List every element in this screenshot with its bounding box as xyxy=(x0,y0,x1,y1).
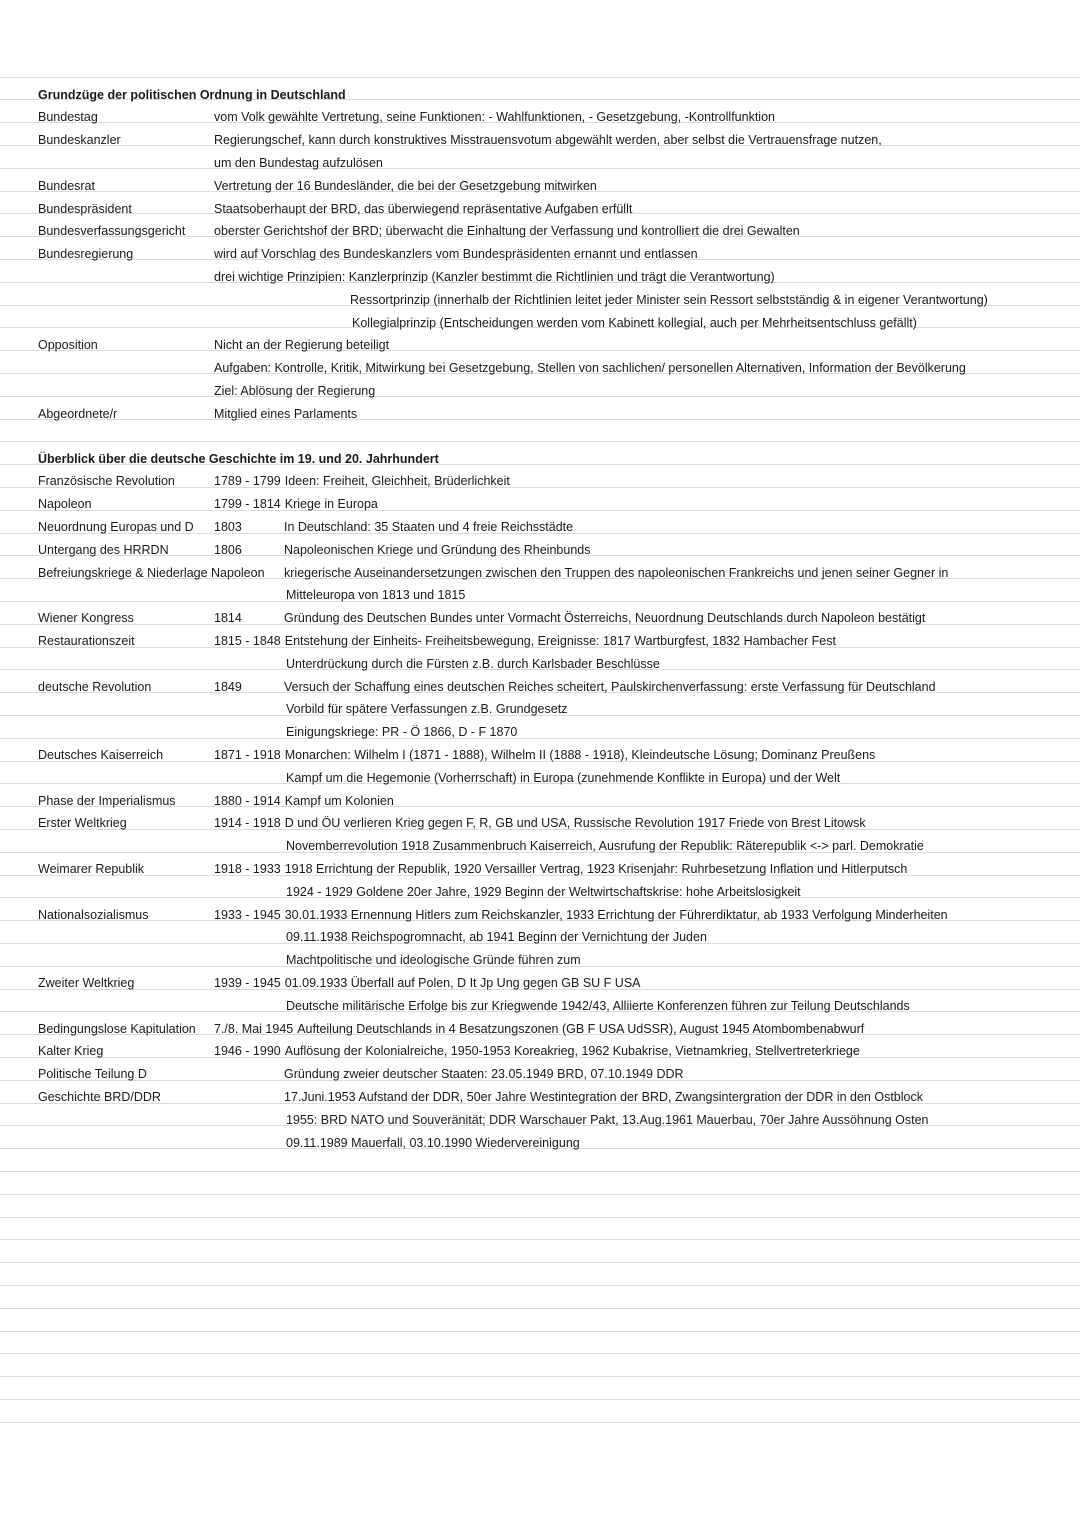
ruled-line xyxy=(0,1285,1080,1286)
definition-row xyxy=(0,220,1080,242)
timeline-row xyxy=(0,698,1080,720)
definition-text: oberster Gerichtshof der BRD; überwacht die Einhaltung der Verfassung und kontrolliert die drei Gewalten xyxy=(214,224,800,239)
definition-text: Nicht an der Regierung beteiligt xyxy=(214,338,390,353)
ruled-line xyxy=(0,1422,1080,1423)
event-text: 1918 Errichtung der Republik, 1920 Versailler Vertrag, 1923 Krisenjahr: Ruhrbesetzung Inflation und Hitlerputsch xyxy=(284,861,908,876)
ruled-line xyxy=(0,1331,1080,1332)
date-label: 1933 - 1945 xyxy=(214,907,281,922)
definition-row xyxy=(0,243,1080,265)
ruled-line xyxy=(0,1308,1080,1309)
event-text: Napoleonischen Kriege und Gründung des Rheinbunds xyxy=(284,542,591,557)
era-label: Wiener Kongress xyxy=(38,611,134,626)
timeline-row xyxy=(0,949,1080,971)
timeline-row xyxy=(0,1132,1080,1154)
timeline-row xyxy=(0,767,1080,789)
date-label: 1880 - 1914 xyxy=(214,793,281,808)
date-label: 7./8. Mai 1945 xyxy=(214,1021,294,1036)
timeline-row xyxy=(0,1018,1080,1040)
era-label: Erster Weltkrieg xyxy=(38,816,127,831)
event-text: Versuch der Schaffung eines deutschen Reiches scheitert, Paulskirchenverfassung: erste Verfassung für Deutschland xyxy=(284,679,936,694)
timeline-row xyxy=(0,470,1080,492)
event-text: 1924 - 1929 Goldene 20er Jahre, 1929 Beginn der Weltwirtschaftskrise: hohe Arbeitslosigkeit xyxy=(286,884,801,899)
era-label: Weimarer Republik xyxy=(38,861,145,876)
term-label: Bundeskanzler xyxy=(38,133,121,148)
era-label: Neuordnung Europas und D xyxy=(38,519,194,534)
principle-text: Ressortprinzip (innerhalb der Richtlinien leitet jeder Minister sein Ressort selbstständig & in eigener Verantwortung) xyxy=(350,292,988,307)
definition-row xyxy=(0,106,1080,128)
ruled-line xyxy=(0,1194,1080,1195)
timeline-row xyxy=(0,721,1080,743)
event-text: Kampf um die Hegemonie (Vorherrschaft) in Europa (zunehmende Konflikte in Europa) und der Welt xyxy=(286,770,841,785)
era-label: Befreiungskriege & Niederlage Napoleon xyxy=(38,565,265,580)
definition-row xyxy=(0,266,1080,288)
date-label: 1806 xyxy=(214,542,242,557)
timeline-row xyxy=(0,904,1080,926)
event-text: Mitteleuropa von 1813 und 1815 xyxy=(286,588,466,603)
timeline-row xyxy=(0,1063,1080,1085)
term-label: Abgeordnete/r xyxy=(38,406,118,421)
timeline-row xyxy=(0,835,1080,857)
definition-text: Mitglied eines Parlaments xyxy=(214,406,358,421)
event-text: 1955: BRD NATO und Souveränität; DDR Warschauer Pakt, 13.Aug.1961 Mauerbau, 70er Jahre Aussöhnung Osten xyxy=(286,1112,929,1127)
era-label: Politische Teilung D xyxy=(38,1067,147,1082)
event-text: Auflösung der Kolonialreiche, 1950-1953 Koreakrieg, 1962 Kubakrise, Vietnamkrieg, Stellvertreterkriege xyxy=(284,1044,860,1059)
date-label: 1918 - 1933 xyxy=(214,861,281,876)
ruled-line xyxy=(0,1239,1080,1240)
era-label: deutsche Revolution xyxy=(38,679,152,694)
definition-row xyxy=(0,129,1080,151)
date-label: 1814 xyxy=(214,611,242,626)
era-label: Deutsches Kaiserreich xyxy=(38,747,164,762)
date-label: 1914 - 1918 xyxy=(214,816,281,831)
definition-text: Aufgaben: Kontrolle, Kritik, Mitwirkung bei Gesetzgebung, Stellen von sachlichen/ personellen Alternativen, Information der Bevölkerung xyxy=(214,361,966,376)
event-text: Kriege in Europa xyxy=(284,497,378,512)
event-text: Unterdrückung durch die Fürsten z.B. durch Karlsbader Beschlüsse xyxy=(286,656,660,671)
timeline-row xyxy=(0,630,1080,652)
era-label: Napoleon xyxy=(38,497,92,512)
event-text: 09.11.1938 Reichspogromnacht, ab 1941 Beginn der Vernichtung der Juden xyxy=(286,930,707,945)
timeline-row xyxy=(0,607,1080,629)
ruled-line xyxy=(0,1217,1080,1218)
event-text: Monarchen: Wilhelm I (1871 - 1888), Wilhelm II (1888 - 1918), Kleindeutsche Lösung; Dominanz Preußens xyxy=(284,747,876,762)
term-label: Bundespräsident xyxy=(38,201,132,216)
event-text: Vorbild für spätere Verfassungen z.B. Grundgesetz xyxy=(286,702,568,717)
timeline-row xyxy=(0,584,1080,606)
event-text: Gründung zweier deutscher Staaten: 23.05.1949 BRD, 07.10.1949 DDR xyxy=(284,1067,684,1082)
definition-text: Ziel: Ablösung der Regierung xyxy=(214,383,376,398)
event-text: Einigungskriege: PR - Ö 1866, D - F 1870 xyxy=(286,725,518,740)
date-label: 1939 - 1945 xyxy=(214,975,281,990)
timeline-row xyxy=(0,1086,1080,1108)
definition-text: um den Bundestag aufzulösen xyxy=(214,155,383,170)
definition-row xyxy=(0,289,1080,311)
date-label: 1789 - 1799 xyxy=(214,474,281,489)
definition-row xyxy=(0,334,1080,356)
section-title: Grundzüge der politischen Ordnung in Deutschland xyxy=(38,87,346,102)
era-label: Geschichte BRD/DDR xyxy=(38,1089,161,1104)
principle-text: Kollegialprinzip (Entscheidungen werden vom Kabinett kollegial, auch per Mehrheitsentschluss gefällt) xyxy=(352,315,917,330)
timeline-row xyxy=(0,1040,1080,1062)
era-label: Bedingungslose Kapitulation xyxy=(38,1021,196,1036)
event-text: 09.11.1989 Mauerfall, 03.10.1990 Wiedervereinigung xyxy=(286,1135,580,1150)
timeline-row xyxy=(0,995,1080,1017)
event-text: Aufteilung Deutschlands in 4 Besatzungszonen (GB F USA UdSSR), August 1945 Atombombenabwurf xyxy=(297,1021,865,1036)
event-text: kriegerische Auseinandersetzungen zwischen den Truppen des napoleonischen Frankreichs und jenen seiner Gegner in xyxy=(284,565,949,580)
timeline-row xyxy=(0,744,1080,766)
definition-row xyxy=(0,175,1080,197)
ruled-line xyxy=(0,441,1080,442)
timeline-row xyxy=(0,812,1080,834)
timeline-row xyxy=(0,1109,1080,1131)
date-label: 1799 - 1814 xyxy=(214,497,281,512)
event-text: Kampf um Kolonien xyxy=(284,793,394,808)
timeline-row xyxy=(0,926,1080,948)
timeline-row xyxy=(0,516,1080,538)
timeline-row xyxy=(0,562,1080,584)
definition-text: Staatsoberhaupt der BRD, das überwiegend repräsentative Aufgaben erfüllt xyxy=(214,201,633,216)
event-text: Gründung des Deutschen Bundes unter Vormacht Österreichs, Neuordnung Deutschlands durch Napoleon bestätigt xyxy=(284,611,926,626)
era-label: Restaurationszeit xyxy=(38,633,135,648)
term-label: Bundestag xyxy=(38,110,98,125)
ruled-line xyxy=(0,1262,1080,1263)
term-label: Bundesregierung xyxy=(38,247,134,262)
definition-text: Vertretung der 16 Bundesländer, die bei der Gesetzgebung mitwirken xyxy=(214,178,597,193)
era-label: Zweiter Weltkrieg xyxy=(38,975,135,990)
date-label: 1849 xyxy=(214,679,242,694)
event-text: Novemberrevolution 1918 Zusammenbruch Kaiserreich, Ausrufung der Republik: Räterepublik <-> parl. Demokratie xyxy=(286,839,924,854)
date-label: 1803 xyxy=(214,519,242,534)
definition-text: drei wichtige Prinzipien: Kanzlerprinzip (Kanzler bestimmt die Richtlinien und trägt die Verantwortung) xyxy=(214,269,775,284)
event-text: 17.Juni.1953 Aufstand der DDR, 50er Jahre Westintegration der BRD, Zwangsintergration der DDR in den Ostblock xyxy=(284,1089,923,1104)
timeline-row xyxy=(0,972,1080,994)
definition-row xyxy=(0,403,1080,425)
definition-row xyxy=(0,198,1080,220)
era-label: Phase der Imperialismus xyxy=(38,793,176,808)
event-text: Entstehung der Einheits- Freiheitsbewegung, Ereignisse: 1817 Wartburgfest, 1832 Hambacher Fest xyxy=(284,633,836,648)
timeline-row xyxy=(0,539,1080,561)
ruled-line xyxy=(0,77,1080,78)
definition-text: wird auf Vorschlag des Bundeskanzlers vom Bundespräsidenten ernannt und entlassen xyxy=(214,247,698,262)
event-text: In Deutschland: 35 Staaten und 4 freie Reichsstädte xyxy=(284,519,574,534)
event-text: Machtpolitische und ideologische Gründe führen zum xyxy=(286,953,581,968)
timeline-row xyxy=(0,493,1080,515)
era-label: Nationalsozialismus xyxy=(38,907,149,922)
era-label: Kalter Krieg xyxy=(38,1044,104,1059)
ruled-line xyxy=(0,1376,1080,1377)
definition-row xyxy=(0,380,1080,402)
definition-text: vom Volk gewählte Vertretung, seine Funktionen: - Wahlfunktionen, - Gesetzgebung, -Kontrollfunktion xyxy=(214,110,775,125)
timeline-row xyxy=(0,676,1080,698)
section-heading-history xyxy=(0,448,1080,470)
era-label: Französische Revolution xyxy=(38,474,175,489)
definition-text: Regierungschef, kann durch konstruktives Misstrauensvotum abgewählt werden, aber selbst die Vertrauensfrage nutzen, xyxy=(214,133,882,148)
ruled-line xyxy=(0,1399,1080,1400)
ruled-line xyxy=(0,1171,1080,1172)
section-heading-politics xyxy=(0,84,1080,106)
definition-row xyxy=(0,357,1080,379)
date-label: 1815 - 1848 xyxy=(214,633,281,648)
event-text: Deutsche militärische Erfolge bis zur Kriegwende 1942/43, Alliierte Konferenzen führen zur Teilung Deutschlands xyxy=(286,998,910,1013)
definition-row xyxy=(0,312,1080,334)
event-text: 01.09.1933 Überfall auf Polen, D It Jp Ung gegen GB SU F USA xyxy=(284,975,641,990)
section-title: Überblick über die deutsche Geschichte im 19. und 20. Jahrhundert xyxy=(38,451,439,466)
ruled-line xyxy=(0,1353,1080,1354)
term-label: Bundesverfassungsgericht xyxy=(38,224,186,239)
definition-row xyxy=(0,152,1080,174)
event-text: D und ÖU verlieren Krieg gegen F, R, GB und USA, Russische Revolution 1917 Friede von Brest Litowsk xyxy=(284,816,866,831)
timeline-row xyxy=(0,881,1080,903)
event-text: Ideen: Freiheit, Gleichheit, Brüderlichkeit xyxy=(284,474,510,489)
era-label: Untergang des HRRDN xyxy=(38,542,169,557)
date-label: 1946 - 1990 xyxy=(214,1044,281,1059)
event-text: 30.01.1933 Ernennung Hitlers zum Reichskanzler, 1933 Errichtung der Führerdiktatur, ab 1933 Verfolgung Minderheiten xyxy=(284,907,948,922)
timeline-row xyxy=(0,653,1080,675)
timeline-row xyxy=(0,858,1080,880)
term-label: Bundesrat xyxy=(38,178,95,193)
timeline-row xyxy=(0,790,1080,812)
term-label: Opposition xyxy=(38,338,98,353)
date-label: 1871 - 1918 xyxy=(214,747,281,762)
